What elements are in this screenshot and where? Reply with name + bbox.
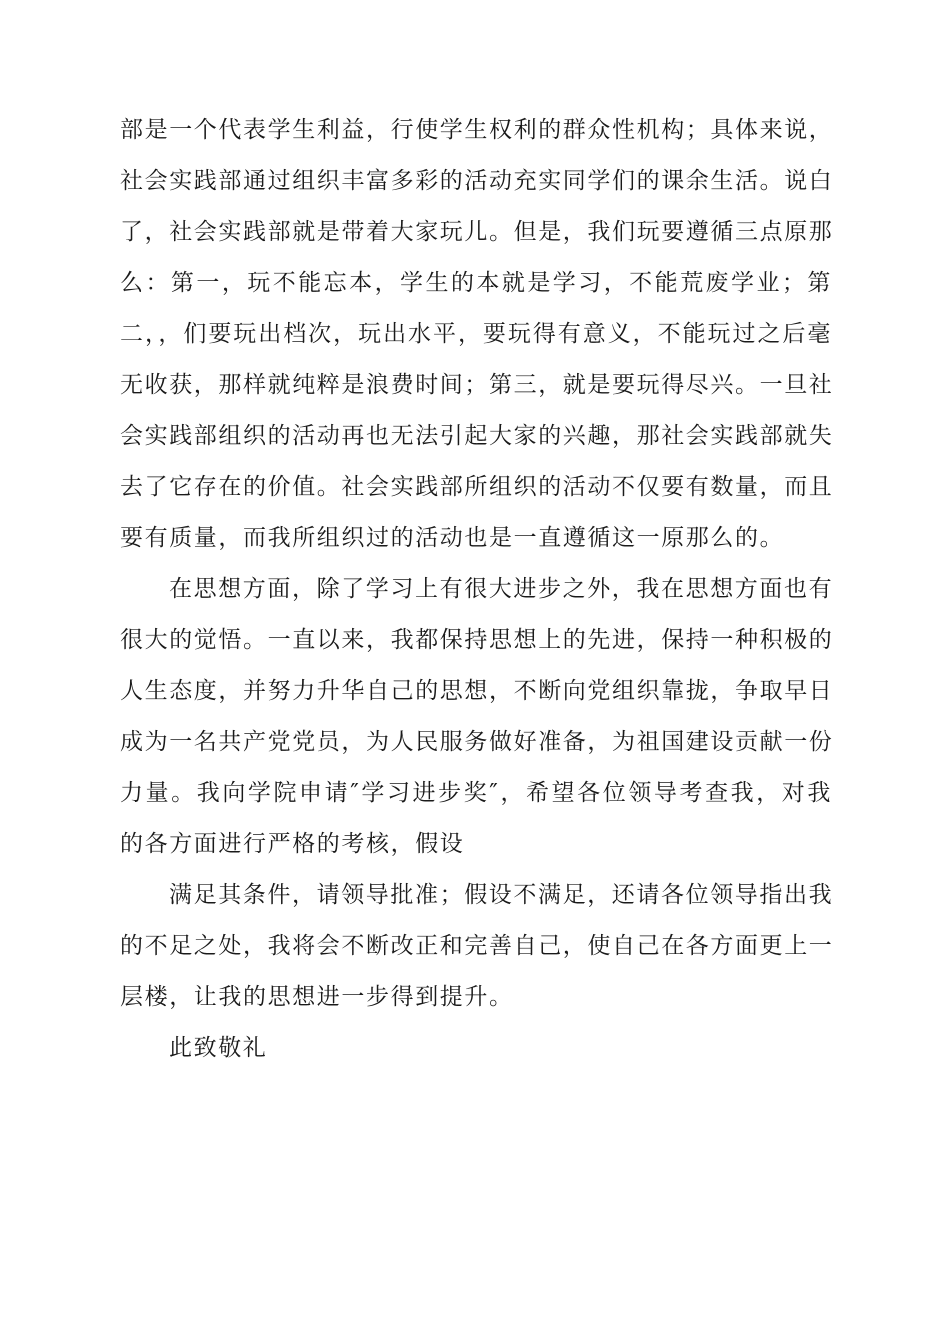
text-line: 要有质量，而我所组织过的活动也是一直遵循这一原那么的。 bbox=[120, 525, 785, 551]
text-line: 成为一名共产党党员，为人民服务做好准备，为祖国建设贡献一份 bbox=[120, 729, 834, 755]
text-line: 二，，们要玩出档次，玩出水平，要玩得有意义，不能玩过之后毫 bbox=[120, 321, 832, 347]
text-line: 力量。我向学院申请″学习进步奖″，希望各位领导考查我，对我 bbox=[120, 780, 832, 806]
text-line: 无收获，那样就纯粹是浪费时间；第三，就是要玩得尽兴。一旦社 bbox=[120, 372, 834, 398]
text-line: 的不足之处，我将会不断改正和完善自己，使自己在各方面更上一 bbox=[120, 933, 834, 959]
closing-salutation: 此致敬礼 bbox=[169, 1035, 268, 1061]
text-line: 的各方面进行严格的考核，假设 bbox=[120, 831, 465, 857]
text-line: 了，社会实践部就是带着大家玩儿。但是，我们玩要遵循三点原那 bbox=[120, 219, 834, 245]
text-line: 社会实践部通过组织丰富多彩的活动充实同学们的课余生活。说白 bbox=[120, 168, 834, 194]
text-line: 人生态度，并努力升华自己的思想，不断向党组织靠拢，争取早日 bbox=[120, 678, 834, 704]
text-line: 部是一个代表学生利益，行使学生权利的群众性机构；具体来说， bbox=[120, 117, 834, 143]
paragraph-start-line: 满足其条件，请领导批准；假设不满足，还请各位领导指出我 bbox=[169, 882, 834, 908]
text-line: 去了它存在的价值。社会实践部所组织的活动不仅要有数量，而且 bbox=[120, 474, 834, 500]
text-line: 么：第一，玩不能忘本，学生的本就是学习，不能荒废学业；第 bbox=[120, 270, 832, 296]
document-body bbox=[120, 105, 832, 1074]
text-line: 会实践部组织的活动再也无法引起大家的兴趣，那社会实践部就失 bbox=[120, 423, 834, 449]
text-line: 层楼，让我的思想进一步得到提升。 bbox=[120, 984, 514, 1010]
text-line: 很大的觉悟。一直以来，我都保持思想上的先进，保持一种积极的 bbox=[120, 627, 834, 653]
paragraph-start-line: 在思想方面，除了学习上有很大进步之外，我在思想方面也有 bbox=[169, 576, 834, 602]
